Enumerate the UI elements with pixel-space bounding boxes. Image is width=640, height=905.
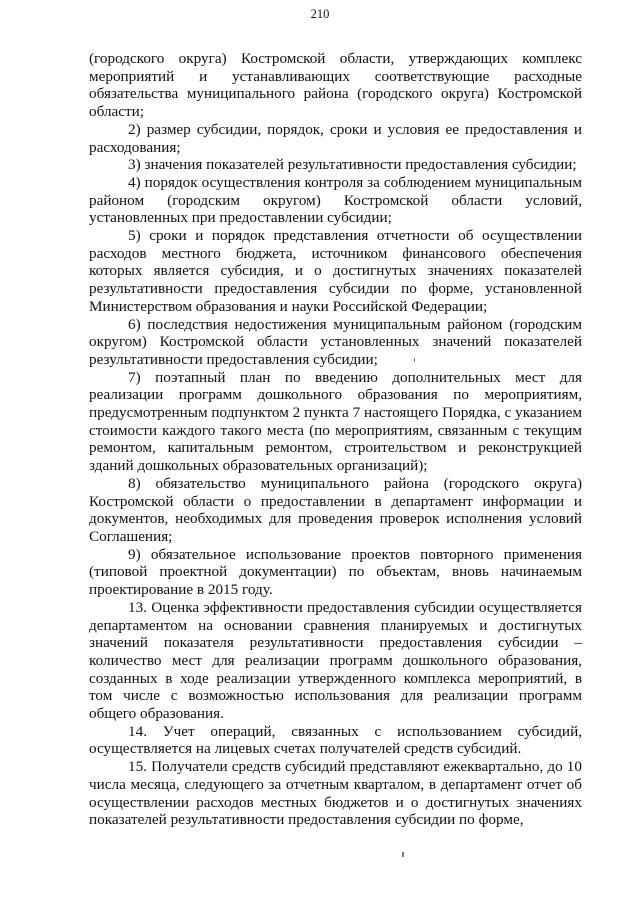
scan-speck <box>414 358 415 362</box>
paragraph: 14. Учет операций, связанных с использованием субсидий, осуществляется на лицевых счетах получателей средств субсидий. <box>89 722 582 758</box>
paragraph: (городского округа) Костромской области, утверждающих комплекс мероприятий и устанавливающих соответствующие расходные обязательства муниципального района (городского округа) Костромской области; <box>89 50 582 121</box>
paragraph: 4) порядок осуществления контроля за соблюдением муниципальным районом (городским округом) Костромской области условий, установленных при предоставлении субсидии; <box>89 173 582 227</box>
paragraph: 15. Получатели средств субсидий представляют ежеквартально, до 10 числа месяца, следующего за отчетным кварталом, в департамент отчет об осуществлении расходов местных бюджетов и о достигнутых значениях показателей результативности предоставления субсидии по форме, <box>89 758 582 829</box>
paragraph: 3) значения показателей результативности предоставления субсидии; <box>128 156 577 174</box>
paragraph: 8) обязательство муниципального района (городского округа) Костромской области о предоставлении в департамент информации и документов, необходимых для проведения проверок исполнения условий Соглашения; <box>89 474 582 545</box>
paragraph: 9) обязательное использование проектов повторного применения (типовой проектной документации) по объектам, вновь начинаемым проектирование в 2015 году. <box>89 545 582 599</box>
scan-speck <box>402 852 404 857</box>
page-number: 210 <box>310 7 330 21</box>
document-body <box>89 50 582 829</box>
paragraph: 2) размер субсидии, порядок, сроки и условия ее предоставления и расходования; <box>89 120 582 156</box>
paragraph: 7) поэтапный план по введению дополнительных мест для реализации программ дошкольного образования по мероприятиям, предусмотренным подпунктом 2 пункта 7 настоящего Порядка, с указанием стоимости каждого такого места (по мероприятиям, связанным с текущим ремонтом, капитальным ремонтом, строительством и реконструкцией зданий дошкольных образовательных организаций); <box>89 368 582 475</box>
paragraph: 6) последствия недостижения муниципальным районом (городским округом) Костромской области установленных значений показателей результативности предоставления субсидии; <box>89 315 582 368</box>
paragraph: 5) сроки и порядок представления отчетности об осуществлении расходов местного бюджета, источником финансового обеспечения которых является субсидия, и о достигнутых значениях показателей результативности предоставления субсидии по форме, установленной Министерством образования и науки Российской Федерации; <box>89 227 582 315</box>
paragraph: 13. Оценка эффективности предоставления субсидии осуществляется департаментом на основании сравнения планируемых и достигнутых значений показателя результативности предоставления субсидии – количество мест для реализации программ дошкольного образования, созданных в ходе реализации утвержденного комплекса мероприятий, в том числе с возможностью использования для реализации программ общего образования. <box>89 598 582 723</box>
